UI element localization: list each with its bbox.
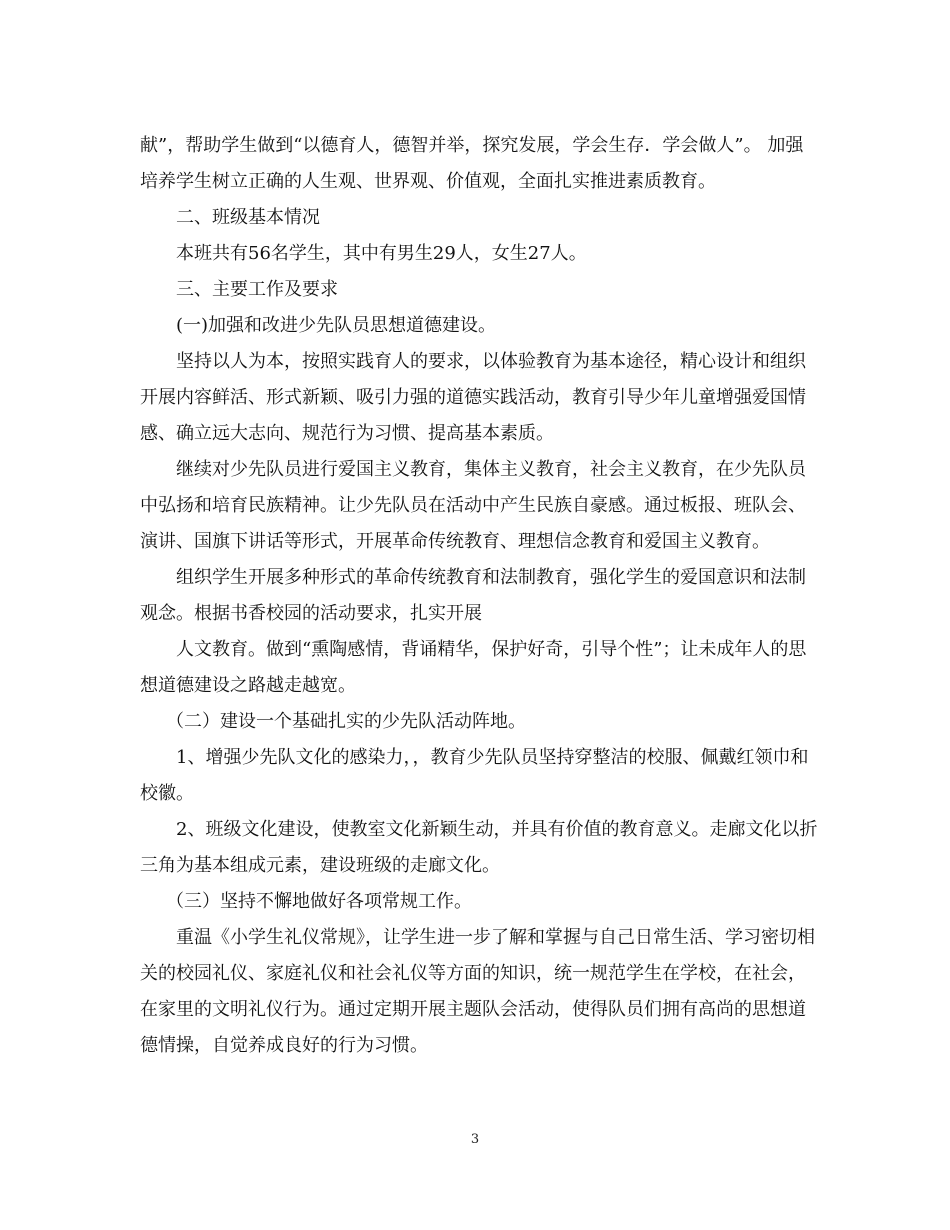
paragraph-practice-education: 坚持以人为本，按照实践育人的要求，以体验教育为基本途径，精心设计和组织开展内容鲜活、形式新颖、吸引力强的道德实践活动，教育引导少年儿童增强爱国情感、确立远大志向、规范行为习惯、提高基本素质。 [140, 351, 806, 444]
paragraph-etiquette: 重温《小学生礼仪常规》，让学生进一步了解和掌握与自己日常生活、学习密切相关的校园礼仪、家庭礼仪和社会礼仪等方面的知识，统一规范学生在学校，在社会，在家里的文明礼仪行为。通过定期开展主题队会活动，使得队员们拥有高尚的思想道德情操，自觉养成良好的行为习惯。 [140, 927, 815, 1056]
paragraph-culture-influence: 1、增强少先队文化的感染力，，教育少先队员坚持穿整洁的校服、佩戴红领巾和校徽。 [140, 747, 809, 804]
paragraph-class-info: 本班共有56名学生，其中有男生29人，女生27人。 [176, 243, 587, 264]
paragraph-tradition-legal-education: 组织学生开展多种形式的革命传统教育和法制教育，强化学生的爱国意识和法制观念。根据书香校园的活动要求，扎实开展 [140, 567, 806, 624]
paragraph-humanities-education: 人文教育。做到“熏陶感情，背诵精华，保护好奇，引导个性”；让未成年人的思想道德建设之路越走越宽。 [140, 639, 807, 696]
subheading-activity-base: （二）建设一个基础扎实的少先队活动阵地。 [166, 711, 526, 732]
page-number: 3 [470, 1132, 480, 1147]
subheading-routine-work: （三）坚持不懈地做好各项常规工作。 [166, 891, 472, 912]
paragraph-patriotism-education: 继续对少先队员进行爱国主义教育，集体主义教育，社会主义教育，在少先队员中弘扬和培育民族精神。让少先队员在活动中产生民族自豪感。通过板报、班队会、演讲、国旗下讲话等形式，开展革命传统教育、理想信念教育和爱国主义教育。 [140, 459, 806, 552]
heading-class-info: 二、班级基本情况 [176, 207, 320, 228]
document-body [140, 128, 820, 1064]
subheading-moral-building: (一)加强和改进少先队员思想道德建设。 [176, 315, 497, 336]
heading-main-work: 三、主要工作及要求 [176, 279, 338, 300]
paragraph-continuation: 献”，帮助学生做到“以德育人，德智并举，探究发展，学会生存．学会做人”。 加强培养学生树立正确的人生观、世界观、价值观，全面扎实推进素质教育。 [140, 135, 804, 192]
paragraph-class-culture: 2、班级文化建设，使教室文化新颖生动，并具有价值的教育意义。走廊文化以折三角为基本组成元素，建设班级的走廊文化。 [140, 819, 818, 876]
